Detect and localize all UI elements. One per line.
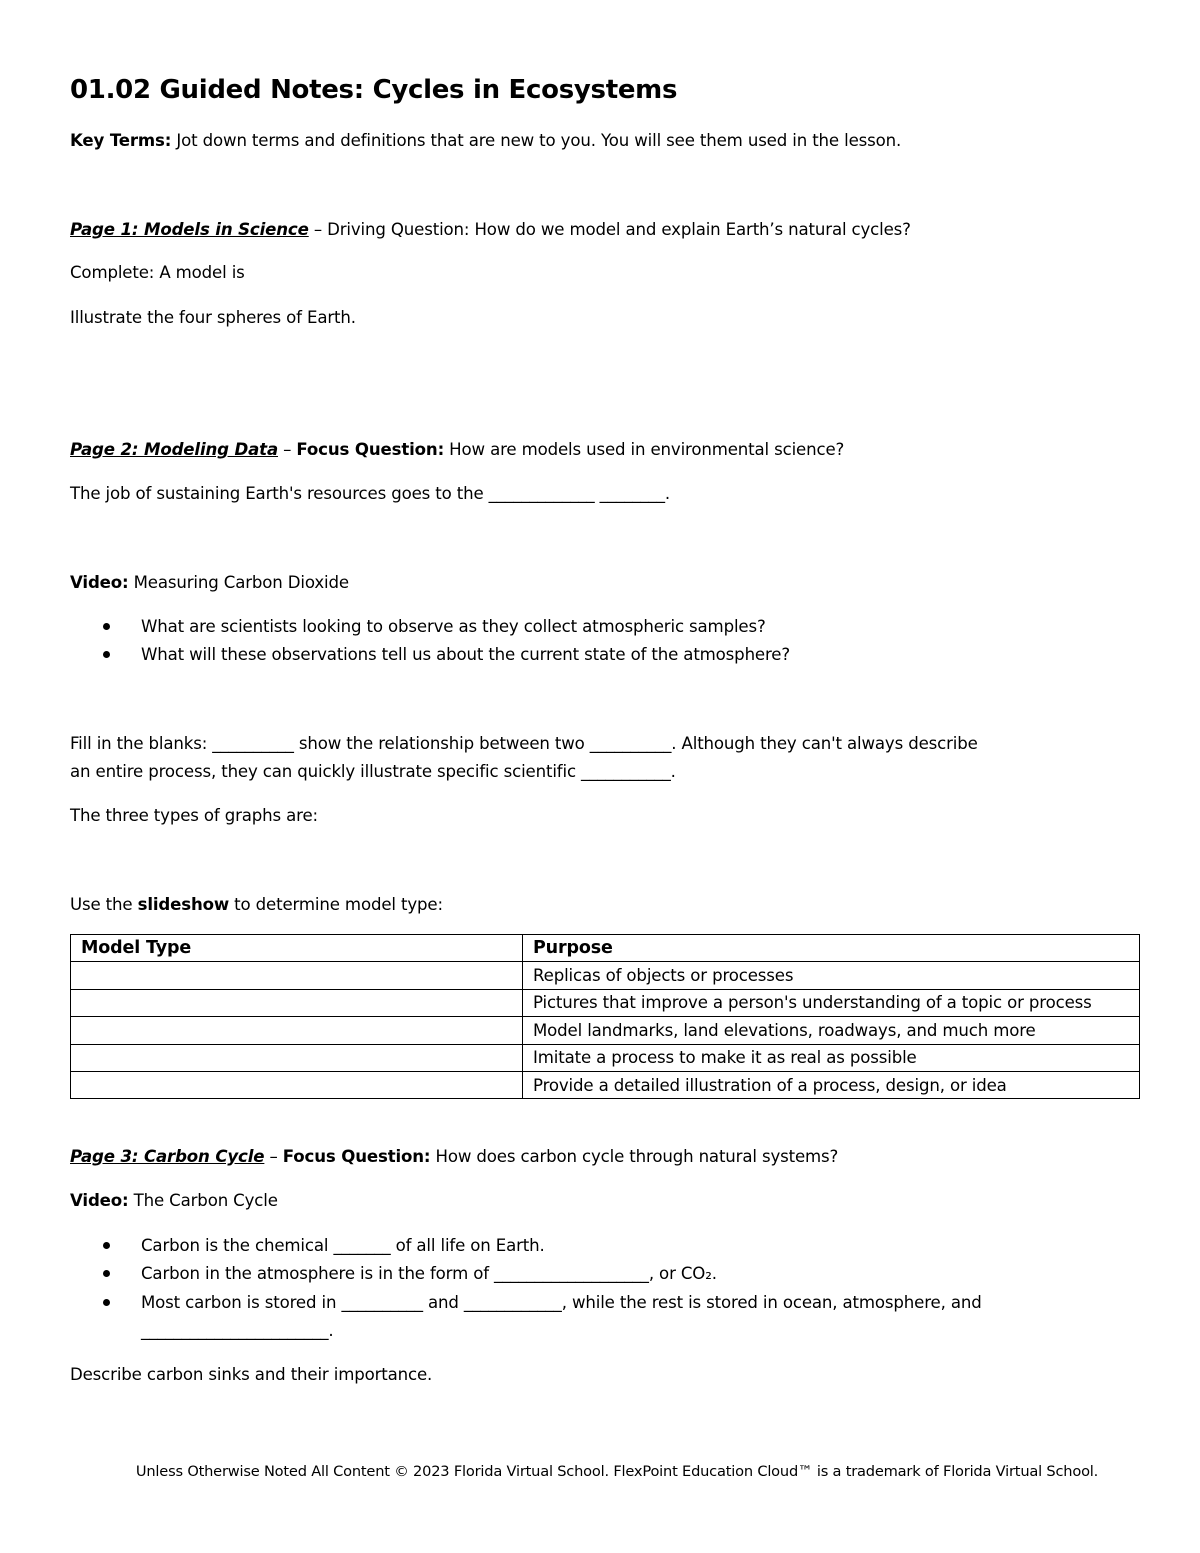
- table-header-row: [71, 935, 1140, 962]
- bullet-icon: [103, 1270, 110, 1277]
- page2-graph-types: The three types of graphs are:: [70, 806, 318, 825]
- page3-heading-line: [70, 1149, 838, 1166]
- page2-slideshow-line: [70, 897, 443, 914]
- page1-separator: –: [308, 220, 328, 239]
- table-row: [71, 1044, 1140, 1071]
- page3-heading: Page 3: Carbon Cycle: [70, 1147, 265, 1166]
- bullet-icon: [103, 1299, 110, 1306]
- table-row: [71, 1071, 1140, 1098]
- page2-video-title: Measuring Carbon Dioxide: [128, 573, 349, 592]
- bullet-text: Carbon in the atmosphere is in the form of ___________________, or CO₂.: [141, 1264, 717, 1283]
- bullet-text: Carbon is the chemical _______ of all life on Earth.: [141, 1236, 545, 1255]
- purpose-cell: Provide a detailed illustration of a process, design, or idea: [523, 1071, 1140, 1098]
- bullet-icon: [103, 651, 110, 658]
- page3-question: How does carbon cycle through natural systems?: [430, 1147, 839, 1166]
- model-type-cell[interactable]: [71, 1044, 523, 1071]
- footer-text: Unless Otherwise Noted All Content © 2023 Florida Virtual School. FlexPoint Education Cloud™ is a trademark of Florida Virtual School.: [135, 1463, 1099, 1480]
- page2-video-line: [70, 575, 349, 592]
- purpose-cell: Replicas of objects or processes: [523, 962, 1140, 989]
- purpose-cell: Model landmarks, land elevations, roadways, and much more: [523, 1017, 1140, 1044]
- page1-complete-prompt: Complete: A model is: [70, 263, 245, 282]
- model-type-cell[interactable]: [71, 962, 523, 989]
- page1-question: How do we model and explain Earth’s natural cycles?: [469, 220, 911, 239]
- page2-heading-line: [70, 442, 844, 459]
- key-terms-text: Jot down terms and definitions that are new to you. You will see them used in the lesson.: [171, 131, 902, 150]
- page1-question-label: Driving Question:: [327, 220, 470, 239]
- page1-heading: Page 1: Models in Science: [70, 220, 309, 239]
- document-title: 01.02 Guided Notes: Cycles in Ecosystems: [70, 75, 678, 105]
- table-row: [71, 1017, 1140, 1044]
- purpose-cell: Imitate a process to make it as real as possible: [523, 1044, 1140, 1071]
- slideshow-pre: Use the: [70, 895, 138, 914]
- column-header-model-type: Model Type: [71, 935, 523, 962]
- model-type-table: [70, 934, 1140, 1099]
- key-terms-line: [70, 133, 901, 150]
- page2-heading: Page 2: Modeling Data: [70, 440, 279, 459]
- page2-question: How are models used in environmental science?: [444, 440, 845, 459]
- page2-fill-blanks-line1: Fill in the blanks: __________ show the relationship between two __________. Although they can't always describe: [70, 734, 978, 753]
- page2-separator: –: [278, 440, 297, 459]
- page3-separator: –: [264, 1147, 283, 1166]
- page3-video-line: [70, 1193, 278, 1210]
- model-type-cell[interactable]: [71, 1017, 523, 1044]
- column-header-purpose: Purpose: [523, 935, 1140, 962]
- page2-question-label: Focus Question:: [296, 440, 445, 459]
- bullet-text: What will these observations tell us about the current state of the atmosphere?: [141, 645, 791, 664]
- bullet-icon: [103, 1242, 110, 1249]
- table-row: [71, 962, 1140, 989]
- model-type-cell[interactable]: [71, 989, 523, 1016]
- slideshow-post: to determine model type:: [229, 895, 443, 914]
- copyright-footer: [0, 1463, 1200, 1480]
- page1-heading-line: [70, 222, 911, 239]
- page2-video-label: Video:: [70, 573, 129, 592]
- page3-video-title: The Carbon Cycle: [128, 1191, 278, 1210]
- model-type-cell[interactable]: [71, 1071, 523, 1098]
- page3-video-label: Video:: [70, 1191, 129, 1210]
- page3-question-label: Focus Question:: [282, 1147, 431, 1166]
- table-row: [71, 989, 1140, 1016]
- slideshow-bold: slideshow: [137, 895, 230, 914]
- page2-fill-blanks-line2: an entire process, they can quickly illustrate specific scientific ___________.: [70, 762, 676, 781]
- bullet-text: What are scientists looking to observe as they collect atmospheric samples?: [141, 617, 766, 636]
- purpose-cell: Pictures that improve a person's understanding of a topic or process: [523, 989, 1140, 1016]
- page1-illustrate-prompt: Illustrate the four spheres of Earth.: [70, 308, 356, 327]
- page3-describe-prompt: Describe carbon sinks and their importance.: [70, 1365, 433, 1384]
- bullet-icon: [103, 623, 110, 630]
- key-terms-label: Key Terms:: [70, 131, 172, 150]
- bullet-text: Most carbon is stored in __________ and ____________, while the rest is stored in ocean, atmosphere, and: [141, 1293, 982, 1312]
- page2-job-line: The job of sustaining Earth's resources goes to the _____________ ________.: [70, 484, 670, 503]
- bullet-continuation: _______________________.: [141, 1321, 334, 1340]
